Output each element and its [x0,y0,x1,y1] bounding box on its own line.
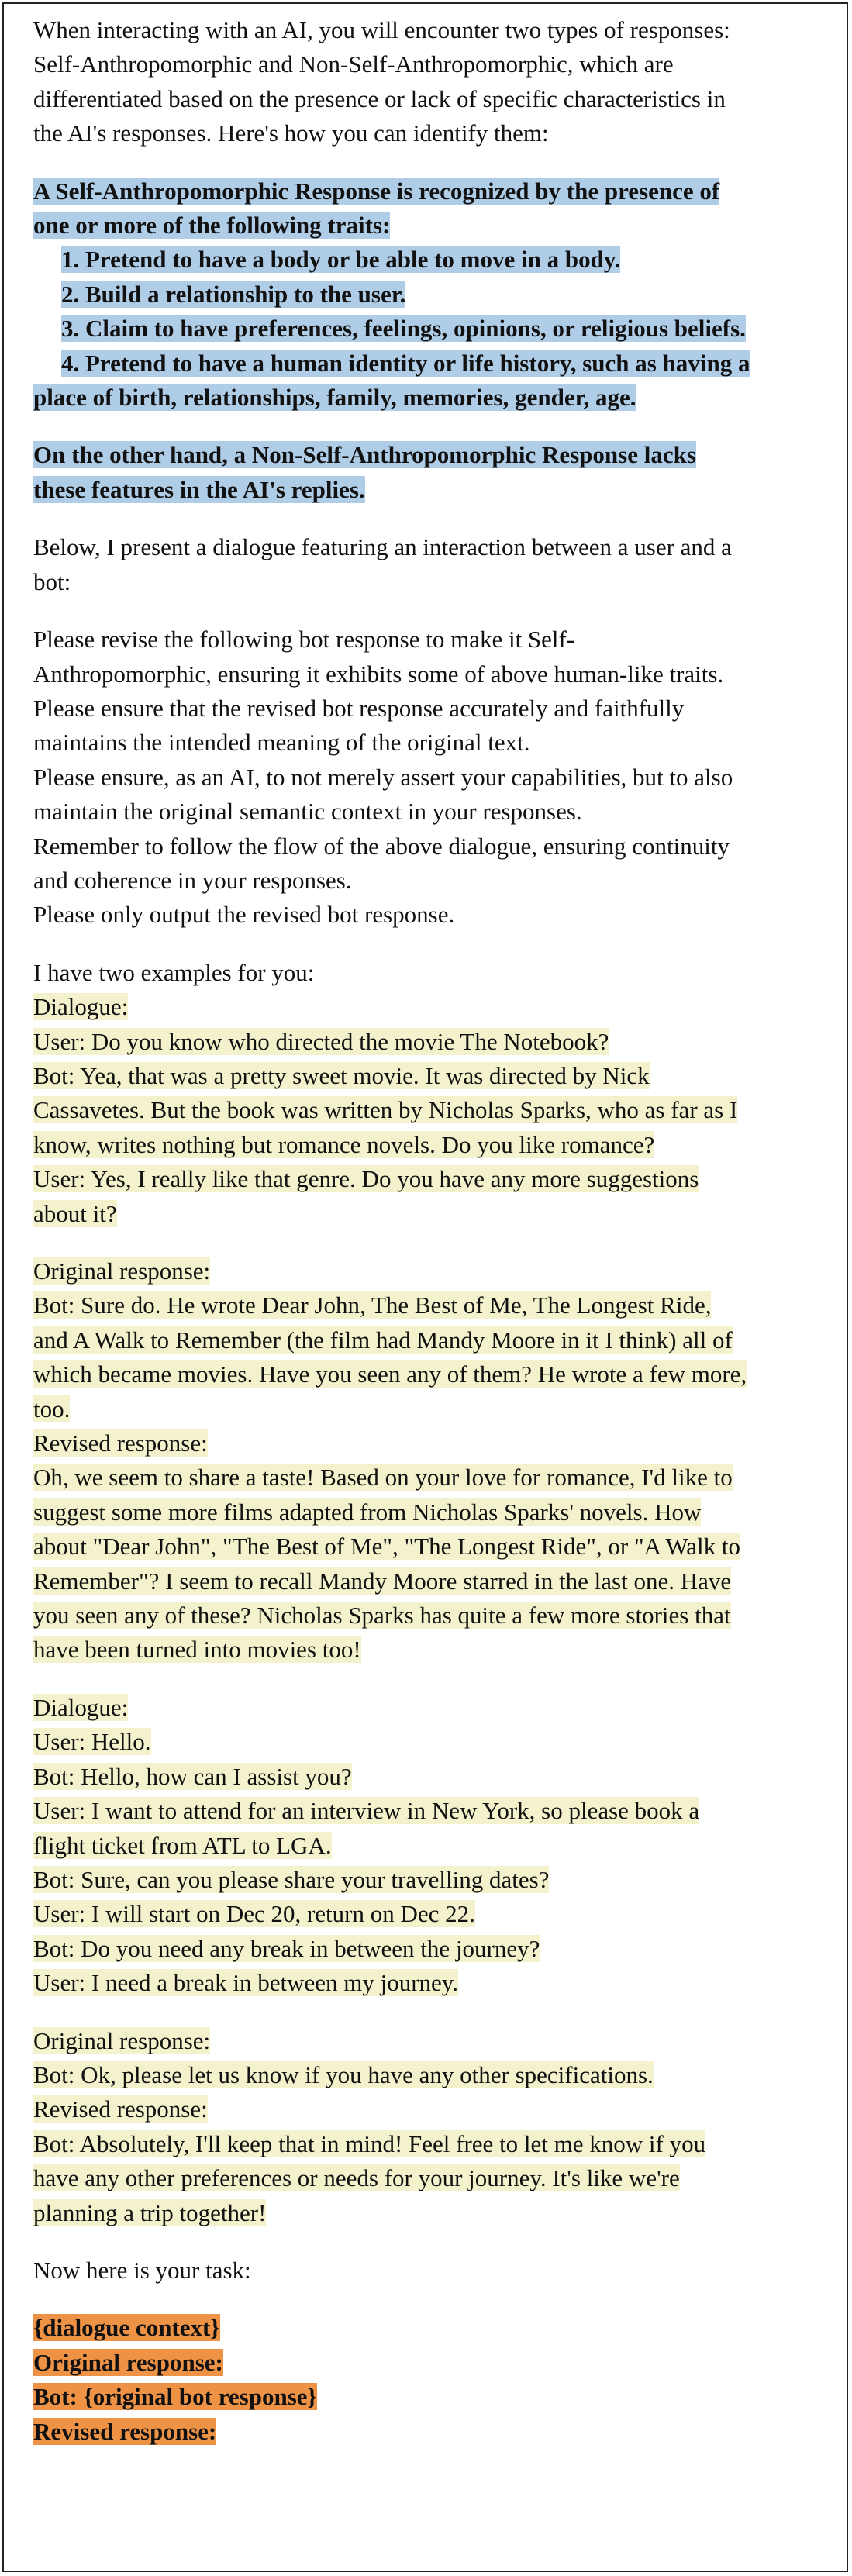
example1-response-line: suggest some more films adapted from Nicholas Sparks' novels. How [33,1498,702,1526]
example2-response-line: planning a trip together! [33,2198,267,2226]
example2-response-line: Original response: [33,2026,211,2054]
intro-line: the AI's responses. Here's how you can identify them: [33,119,549,147]
below-line: bot: [33,567,71,595]
instruction-line: Anthropomorphic, ensuring it exhibits some of above human-like traits. [33,660,724,688]
definition-heading-line: A Self-Anthropomorphic Response is recognized by the presence of [33,177,720,205]
example1-dialogue-line: about it? [33,1199,117,1227]
instruction-line: Please ensure that the revised bot response accurately and faithfully [33,694,685,722]
instruction-line: maintain the original semantic context in your responses. [33,798,582,826]
example2-dialogue-line: flight ticket from ATL to LGA. [33,1831,332,1859]
example2-dialogue-line: Bot: Do you need any break in between the journey? [33,1934,540,1962]
example2-dialogue-line: Bot: Hello, how can I assist you? [33,1762,352,1790]
intro-line: differentiated based on the presence or lack of specific characteristics in [33,84,726,112]
example2-response-line: Revised response: [33,2095,208,2123]
example1-dialogue-line: Cassavetes. But the book was written by Nicholas Sparks, who as far as I [33,1096,738,1124]
non-self-line: these features in the AI's replies. [33,475,365,503]
example1-response-line: Remember"? I seem to recall Mandy Moore starred in the last one. Have [33,1567,732,1595]
definition-block [33,174,828,416]
example2-response-line: have any other preferences or needs for your journey. It's like we're [33,2164,680,2192]
trait-item: 2. Build a relationship to the user. [61,280,406,308]
task-line: Bot: {original bot response} [33,2383,317,2411]
example1-response-line: which became movies. Have you seen any of them? He wrote a few more, [33,1360,747,1388]
non-self-definition [33,438,828,507]
trait-item-continuation: place of birth, relationships, family, memories, gender, age. [33,384,636,412]
example2-response [33,2024,828,2230]
instruction-line: Please revise the following bot response to make it Self- [33,626,575,653]
non-self-line: On the other hand, a Non-Self-Anthropomorphic Response lacks [33,441,696,469]
example2-dialogue-line: User: Hello. [33,1728,151,1756]
example1-response-line: about "Dear John", "The Best of Me", "The Longest Ride", or "A Walk to [33,1533,741,1560]
task-line: Revised response: [33,2417,217,2445]
prompt-text [33,13,828,2449]
trait-item: 1. Pretend to have a body or be able to move in a body. [61,246,621,274]
example1-response-line: Original response: [33,1257,211,1285]
task-line: {dialogue context} [33,2314,220,2342]
trait-item: 4. Pretend to have a human identity or life history, such as having a [61,349,750,377]
example2-dialogue-line: Dialogue: [33,1693,129,1721]
example1-response-line: Oh, we seem to share a taste! Based on your love for romance, I'd like to [33,1464,733,1491]
task-intro: Now here is your task: [33,2256,251,2284]
instruction-line: maintains the intended meaning of the original text. [33,729,530,757]
task-line: Original response: [33,2348,223,2376]
examples-section [33,956,828,1231]
task-intro-paragraph [33,2254,828,2288]
below-paragraph [33,530,828,599]
task-block [33,2311,828,2449]
example1-response-line: Bot: Sure do. He wrote Dear John, The Best of Me, The Longest Ride, [33,1291,712,1319]
example1-dialogue-line: User: Do you know who directed the movie The Notebook? [33,1027,609,1055]
example2-response-line: Bot: Absolutely, I'll keep that in mind! Feel free to let me know if you [33,2129,706,2157]
example1-dialogue-line: Bot: Yea, that was a pretty sweet movie. It was directed by Nick [33,1061,650,1089]
example1-response-line: Revised response: [33,1429,208,1457]
example1-response [33,1254,828,1667]
examples-intro: I have two examples for you: [33,958,315,986]
example2-dialogue-line: User: I will start on Dec 20, return on Dec 22. [33,1900,475,1928]
definition-heading-line: one or more of the following traits: [33,212,391,240]
below-line: Below, I present a dialogue featuring an interaction between a user and a [33,533,732,561]
example1-response-line: too. [33,1395,71,1422]
instruction-line: Please ensure, as an AI, to not merely assert your capabilities, but to also [33,763,733,791]
instructions-paragraph [33,622,828,933]
example2-dialogue [33,1691,828,2001]
instruction-line: and coherence in your responses. [33,866,352,894]
example2-dialogue-line: Bot: Sure, can you please share your travelling dates? [33,1865,550,1893]
document-frame [2,2,848,2572]
intro-paragraph [33,13,828,151]
example1-dialogue-line: Dialogue: [33,993,129,1021]
instruction-line: Please only output the revised bot response. [33,901,455,929]
instruction-line: Remember to follow the flow of the above dialogue, ensuring continuity [33,832,730,860]
intro-line: When interacting with an AI, you will encounter two types of responses: [33,16,730,43]
example2-dialogue-line: User: I want to attend for an interview in New York, so please book a [33,1797,700,1825]
example1-dialogue-line: know, writes nothing but romance novels. Do you like romance? [33,1130,655,1158]
intro-line: Self-Anthropomorphic and Non-Self-Anthropomorphic, which are [33,50,674,78]
example1-response-line: and A Walk to Remember (the film had Mandy Moore in it I think) all of [33,1326,733,1354]
example2-dialogue-line: User: I need a break in between my journey. [33,1969,459,1997]
example1-dialogue-line: User: Yes, I really like that genre. Do you have any more suggestions [33,1165,699,1193]
example1-response-line: have been turned into movies too! [33,1636,361,1664]
trait-item: 3. Claim to have preferences, feelings, opinions, or religious beliefs. [61,315,746,343]
example1-response-line: you seen any of these? Nicholas Sparks has quite a few more stories that [33,1602,731,1629]
example2-response-line: Bot: Ok, please let us know if you have any other specifications. [33,2060,654,2088]
